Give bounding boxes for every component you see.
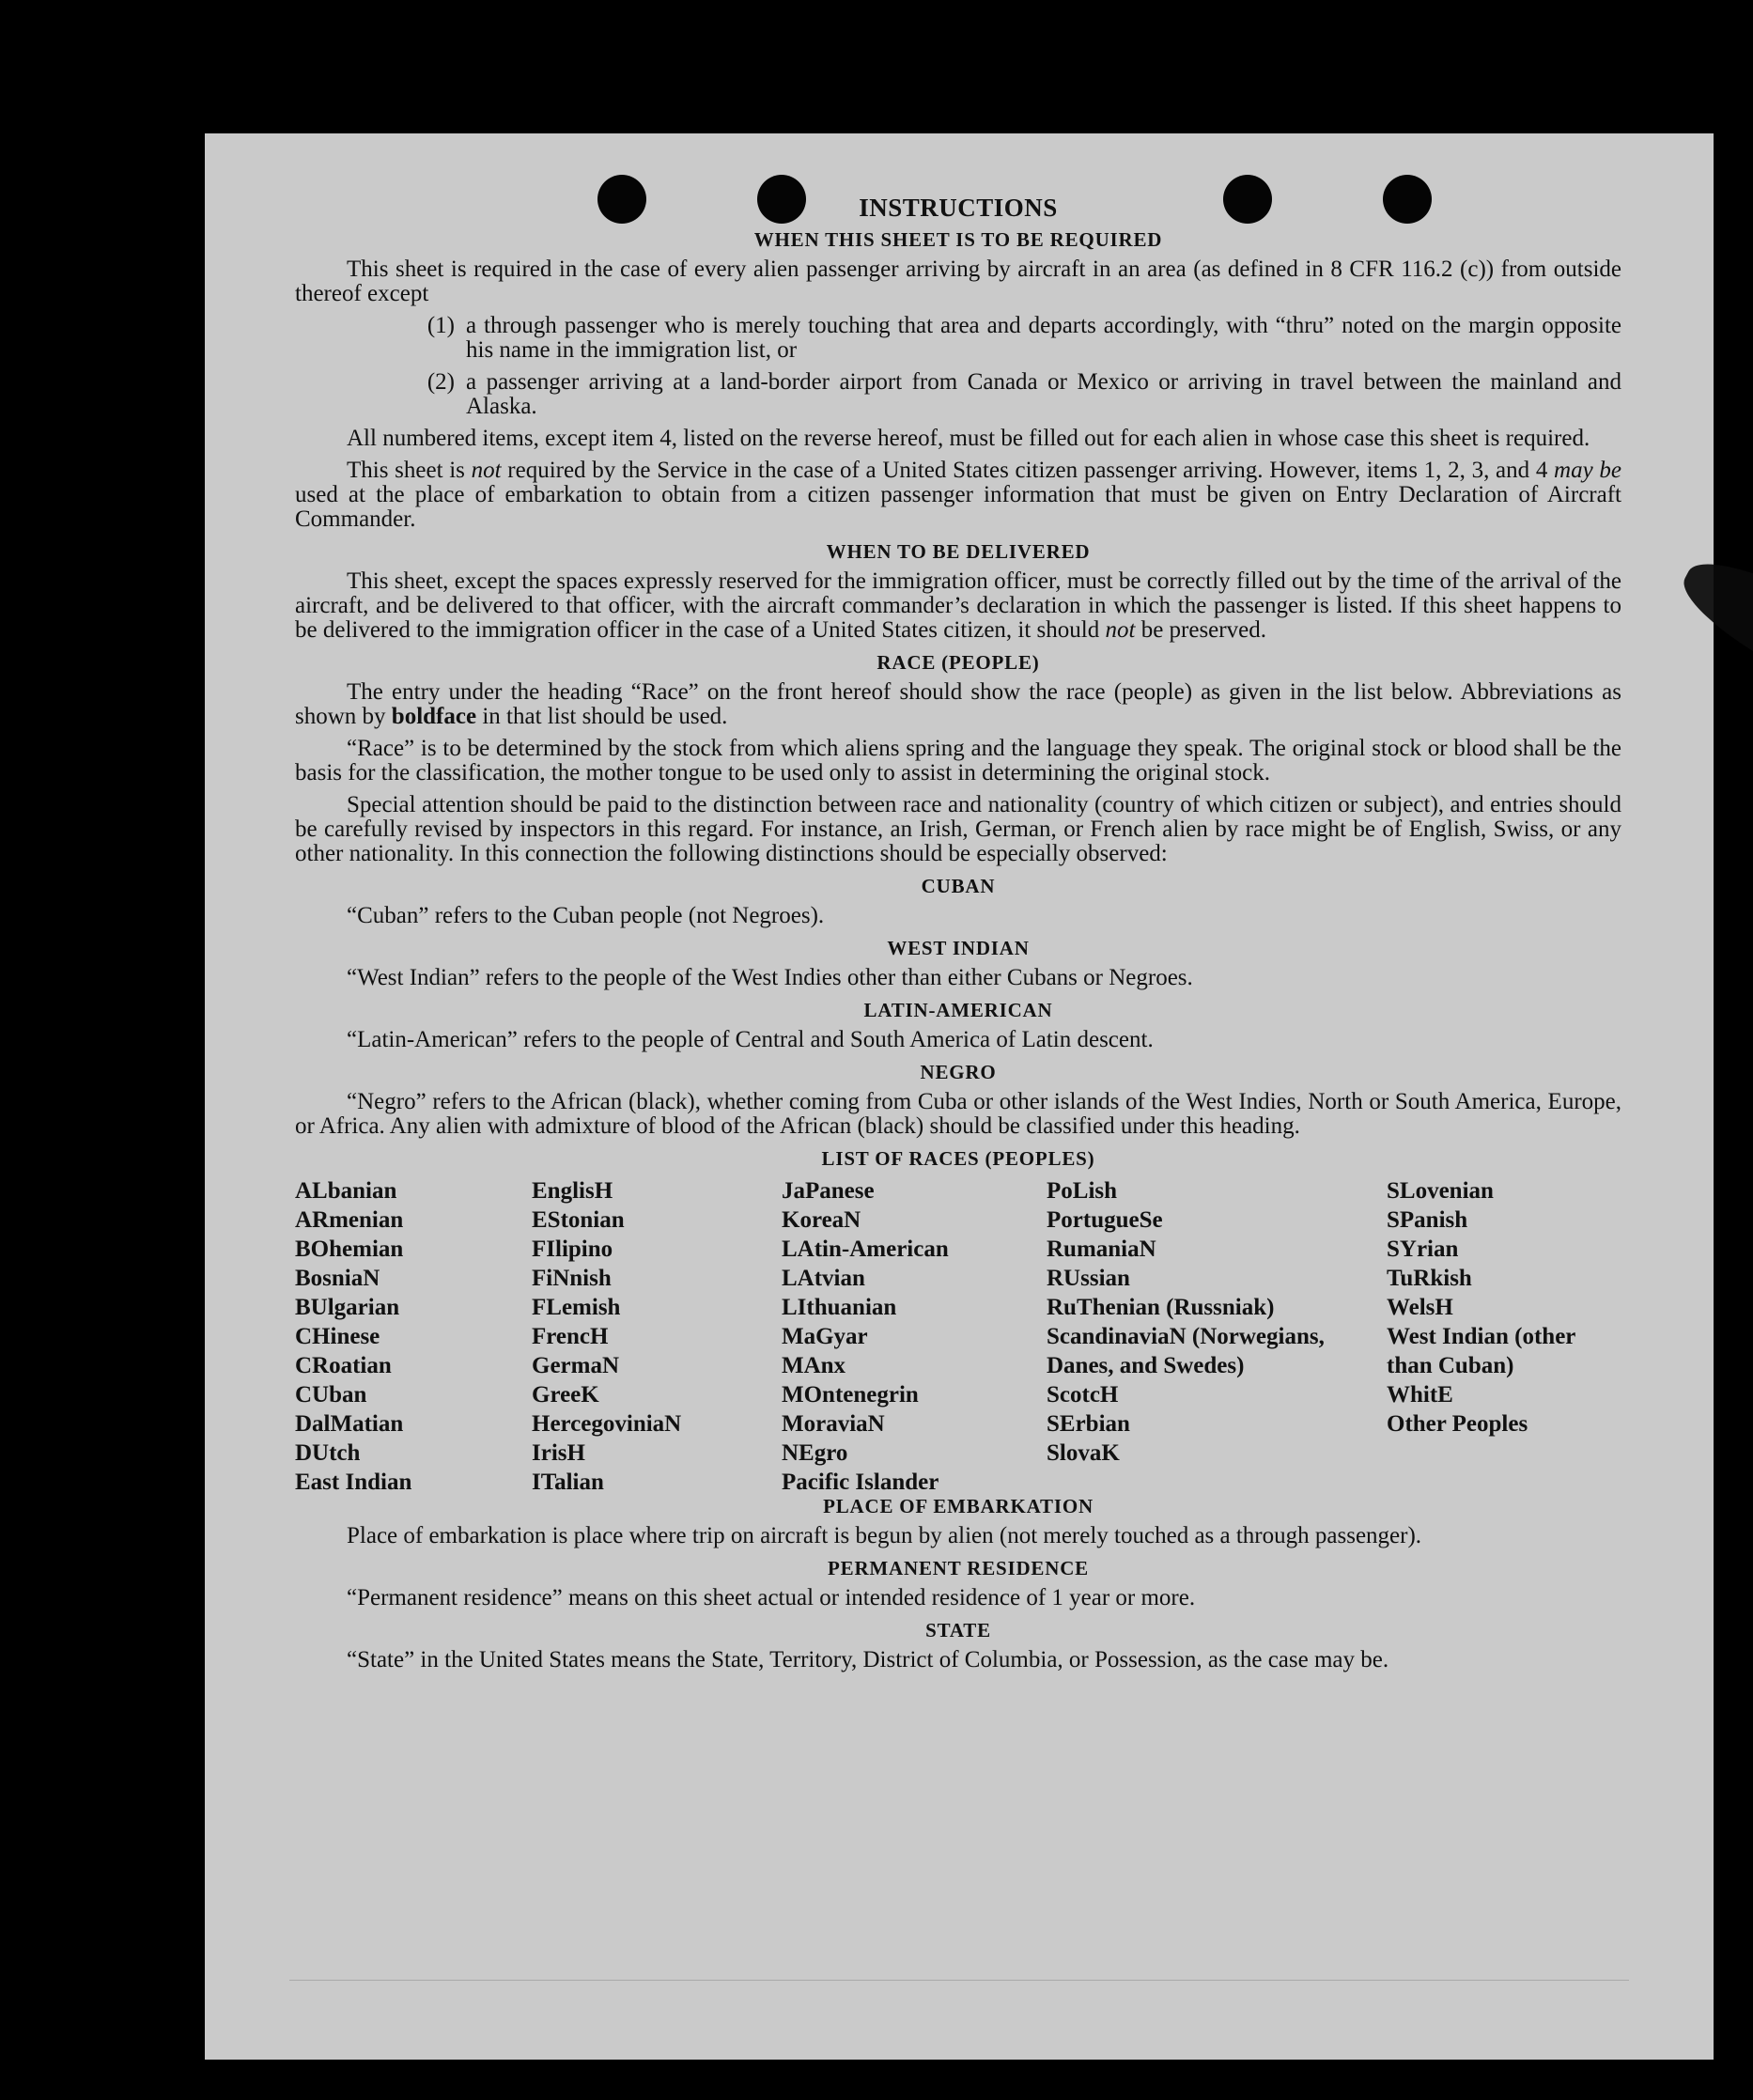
race-item: KoreaN [782, 1207, 861, 1233]
paragraph [295, 680, 1621, 729]
text-run: be preserved. [1135, 617, 1266, 643]
italic-run: not [471, 458, 502, 483]
heading-west-indian: WEST INDIAN [887, 937, 1030, 959]
race-item: EStonian [532, 1207, 625, 1233]
heading-negro: NEGRO [920, 1061, 997, 1083]
race-item: ARmenian [295, 1207, 404, 1233]
race-item: LIthuanian [782, 1295, 897, 1320]
text-run: in that list should be used. [476, 704, 728, 729]
race-item: CRoatian [295, 1353, 392, 1378]
paragraph [295, 459, 1621, 532]
paragraph: All numbered items, except item 4, listed on the reverse hereof, must be filled out for each alien in whose case this sheet is required. [347, 426, 1590, 451]
race-item: BOhemian [295, 1237, 404, 1262]
race-item: CHinese [295, 1324, 380, 1349]
race-item: MAnx [782, 1353, 846, 1378]
ink-smudge [1669, 541, 1753, 739]
race-item: ScotcH [1047, 1382, 1119, 1408]
race-item: PortugueSe [1047, 1207, 1163, 1233]
race-item: LAtin-American [782, 1237, 949, 1262]
races-column-5 [1387, 1176, 1621, 1439]
item-number: (2) [427, 369, 455, 395]
race-item: DalMatian [295, 1411, 404, 1437]
heading-state: STATE [925, 1619, 991, 1641]
paragraph: “Negro” refers to the African (black), whether coming from Cuba or other islands of the West Indies, North or South America, Europe, or Africa. Any alien with admixture of blood of the African (black) should be classified under this heading. [295, 1089, 1621, 1139]
heading-race: RACE (PEOPLE) [876, 651, 1040, 674]
race-item: DUtch [295, 1440, 361, 1466]
heading-cuban: CUBAN [921, 875, 996, 897]
races-list [295, 1176, 1621, 1495]
heading-place-of-embarkation: PLACE OF EMBARKATION [823, 1495, 1094, 1517]
race-item: Pacific Islander [782, 1470, 939, 1495]
race-item: West Indian (other than Cuban) [1387, 1324, 1575, 1378]
race-item: GreeK [532, 1382, 599, 1408]
list-item [295, 370, 1621, 419]
instructions-body [295, 194, 1621, 1680]
item-text: a through passenger who is merely touching that area and departs accordingly, with “thru” noted on the margin opposite his name in the immigration list, or [466, 313, 1621, 363]
race-item: IrisH [532, 1440, 585, 1466]
bold-run: boldface [391, 704, 477, 729]
paragraph: “Race” is to be determined by the stock from which aliens spring and the language they speak. The original stock or blood shall be the basis for the classification, the mother tongue to be used only to assist in determining the original stock. [295, 736, 1621, 786]
race-item: FIlipino [532, 1237, 613, 1262]
race-item: WelsH [1387, 1295, 1453, 1320]
race-item: SErbian [1047, 1411, 1130, 1437]
italic-run: may be [1554, 458, 1621, 483]
heading-when-required: WHEN THIS SHEET IS TO BE REQUIRED [753, 228, 1163, 251]
text-run: This sheet is [347, 458, 472, 483]
text-run: required by the Service in the case of a United States citizen passenger arriving. However, items 1, 2, 3, and 4 [501, 458, 1555, 483]
race-item: BUlgarian [295, 1295, 400, 1320]
races-column-2 [532, 1176, 776, 1497]
paragraph: “West Indian” refers to the people of the West Indies other than either Cubans or Negroes. [347, 965, 1193, 990]
race-item: RumaniaN [1047, 1237, 1156, 1262]
race-item: ScandinaviaN (Norwegians, Danes, and Swedes) [1047, 1324, 1325, 1378]
item-text: a passenger arriving at a land-border airport from Canada or Mexico or arriving in travel between the mainland and Alaska. [466, 369, 1621, 419]
race-item: SYrian [1387, 1237, 1459, 1262]
page-title: INSTRUCTIONS [859, 194, 1058, 222]
paragraph: “Permanent residence” means on this sheet actual or intended residence of 1 year or more. [347, 1585, 1196, 1610]
race-item: MoraviaN [782, 1411, 885, 1437]
paragraph: “Cuban” refers to the Cuban people (not Negroes). [347, 903, 825, 928]
race-item: PoLish [1047, 1178, 1118, 1204]
race-item: JaPanese [782, 1178, 875, 1204]
text-run: used at the place of embarkation to obtain from a citizen passenger information that must be given on Entry Declaration of Aircraft Commander. [295, 482, 1621, 532]
item-number: (1) [427, 313, 455, 338]
race-item: SLovenian [1387, 1178, 1494, 1204]
race-item: FLemish [532, 1295, 621, 1320]
race-item: SlovaK [1047, 1440, 1120, 1466]
paragraph: “Latin-American” refers to the people of Central and South America of Latin descent. [347, 1027, 1154, 1052]
race-item: GermaN [532, 1353, 620, 1378]
race-item: MOntenegrin [782, 1382, 919, 1408]
paragraph: “State” in the United States means the State, Territory, District of Columbia, or Possession, as the case may be. [347, 1647, 1389, 1672]
race-item: MaGyar [782, 1324, 868, 1349]
paragraph: Place of embarkation is place where trip on aircraft is begun by alien (not merely touched as a through passenger). [347, 1523, 1422, 1548]
race-item: FrencH [532, 1324, 609, 1349]
document-page [205, 133, 1714, 2060]
italic-run: not [1105, 617, 1136, 643]
race-item: WhitE [1387, 1382, 1453, 1408]
heading-latin-american: LATIN-AMERICAN [863, 999, 1053, 1021]
paragraph: Special attention should be paid to the distinction between race and nationality (country of which citizen or subject), and entries should be carefully revised by inspectors in this regard. For instance, an Irish, German, or French alien by race might be of English, Swiss, or any other nationality. In this connection the following distinctions should be especially observed: [295, 792, 1621, 866]
paragraph: This sheet is required in the case of every alien passenger arriving by aircraft in an area (as defined in 8 CFR 116.2 (c)) from outside thereof except [295, 257, 1621, 306]
race-item: TuRkish [1387, 1266, 1472, 1291]
race-item: CUban [295, 1382, 367, 1408]
race-item: East Indian [295, 1470, 412, 1495]
race-item: Other Peoples [1387, 1411, 1528, 1437]
race-item: FiNnish [532, 1266, 612, 1291]
race-item: EnglisH [532, 1178, 613, 1204]
race-item: RUssian [1047, 1266, 1130, 1291]
races-column-1 [295, 1176, 530, 1497]
text-run: This sheet, except the spaces expressly reserved for the immigration officer, must be correctly filled out by the time of the arrival of the aircraft, and be delivered to that officer, with the aircraft commander’s declaration in which the passenger is listed. If this sheet happens to be delivered to the immigration officer in the case of a United States citizen, it should [295, 568, 1621, 643]
race-item: RuThenian (Russniak) [1047, 1295, 1275, 1320]
paragraph [295, 569, 1621, 643]
text-run: The entry under the heading “Race” on the front hereof should show the race (people) as given in the list below. Abbreviations as shown by [295, 679, 1621, 729]
race-item: ALbanian [295, 1178, 397, 1204]
races-column-4 [1047, 1176, 1328, 1468]
heading-permanent-residence: PERMANENT RESIDENCE [828, 1557, 1089, 1579]
race-item: LAtvian [782, 1266, 865, 1291]
race-item: BosniaN [295, 1266, 380, 1291]
list-item [295, 314, 1621, 363]
heading-list-of-races: LIST OF RACES (PEOPLES) [821, 1147, 1095, 1170]
heading-when-delivered: WHEN TO BE DELIVERED [826, 540, 1091, 563]
bleed-through-line [289, 1980, 1629, 1981]
races-column-3 [782, 1176, 1035, 1497]
race-item: NEgro [782, 1440, 848, 1466]
race-item: ITalian [532, 1470, 604, 1495]
race-item: HercegoviniaN [532, 1411, 682, 1437]
race-item: SPanish [1387, 1207, 1468, 1233]
